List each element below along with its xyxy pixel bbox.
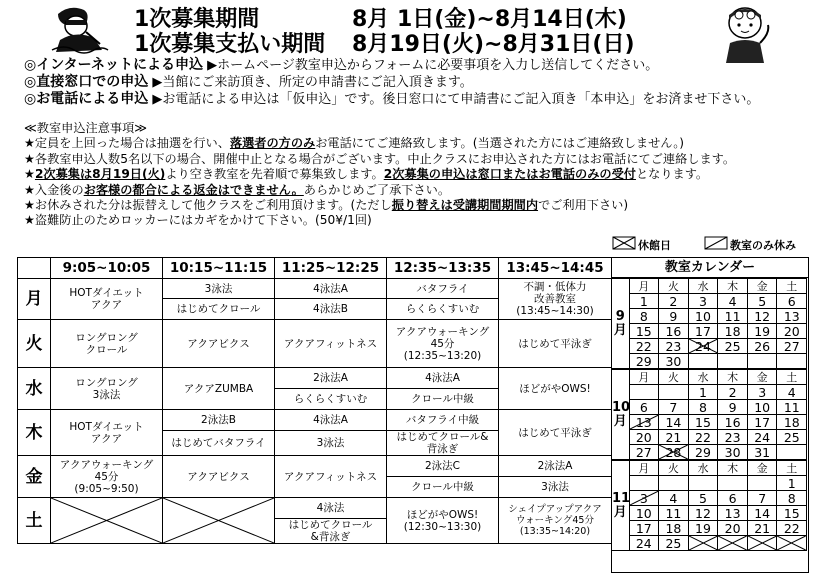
corner-cell	[18, 258, 51, 279]
calendar-day: 3	[688, 294, 718, 309]
calendar-day: 20	[629, 430, 659, 445]
notes-block	[24, 121, 735, 229]
calendar-day: 4	[718, 294, 748, 309]
calendar-day: 15	[688, 415, 718, 430]
payment-label: 1次募集支払い期間	[134, 32, 326, 57]
class-cell: 4泳法	[275, 498, 387, 519]
calendar-day: 25	[777, 430, 807, 445]
calendar-day: 14	[747, 506, 777, 521]
class-cell: アクアZUMBA	[163, 368, 275, 410]
payment-dates: 8月19日(火)~8月31日(日)	[352, 32, 635, 57]
calendar-months	[612, 278, 808, 551]
calendar-day: 2	[718, 385, 748, 400]
class-cell: 4泳法A	[275, 410, 387, 431]
calendar-month	[612, 369, 807, 460]
calendar-month-label: 10 月	[612, 370, 629, 460]
class-off-icon	[704, 236, 728, 250]
calendar-day: 1	[777, 476, 807, 491]
swimmer-illustration-left	[50, 4, 110, 56]
time-slot-3: 11:25~12:25	[275, 258, 387, 279]
day-thu: 木	[18, 410, 51, 456]
class-cell: アクアフィットネス	[275, 456, 387, 498]
calendar-day: 15	[629, 324, 659, 339]
class-cell: 4泳法A	[275, 279, 387, 299]
class-cell: はじめて平泳ぎ	[499, 410, 612, 456]
class-cell: 3泳法	[275, 431, 387, 456]
calendar-day: 23	[718, 430, 748, 445]
calendar-day: 24	[629, 536, 659, 551]
calendar-title: 教室カレンダー	[612, 258, 808, 278]
calendar-day: 7	[659, 400, 689, 415]
calendar-day: 13	[629, 415, 659, 430]
calendar-weekday: 木	[718, 370, 748, 385]
calendar-day: 3	[629, 491, 659, 506]
no-class-x-icon	[51, 498, 162, 543]
class-cell: HOTダイエット アクア	[51, 279, 163, 320]
calendar-weekday: 土	[777, 461, 807, 476]
calendar-day	[688, 476, 718, 491]
class-cell: ほどがやOWS!	[499, 368, 612, 410]
calendar-day: 11	[659, 506, 689, 521]
class-cell: アクアビクス	[163, 320, 275, 368]
calendar-day: 1	[629, 294, 659, 309]
calendar-day: 7	[747, 491, 777, 506]
calendar-day: 24	[747, 430, 777, 445]
calendar-day: 10	[629, 506, 659, 521]
closed-day-icon	[718, 536, 747, 550]
calendar-day: 18	[777, 415, 807, 430]
calendar-day	[777, 536, 807, 551]
class-cell: ほどがやOWS! (12:30~13:30)	[387, 498, 499, 544]
class-cell: バタフライ中級	[387, 410, 499, 431]
calendar-weekday: 木	[718, 461, 748, 476]
calendar-month	[612, 460, 807, 551]
first-payment-dates	[352, 33, 635, 57]
class-cell: らくらくすいむ	[387, 299, 499, 320]
calendar-day: 22	[688, 430, 718, 445]
no-class-x-icon	[163, 498, 274, 543]
class-cell: クロール中級	[387, 389, 499, 410]
calendar-day: 17	[747, 415, 777, 430]
first-recruitment-dates	[352, 8, 627, 32]
calendar-weekday: 金	[747, 279, 777, 294]
calendar-weekday: 月	[629, 461, 659, 476]
method-body: ▶お電話による申込は「仮申込」です。後日窓口にて申請書にご記入頂き「本申込」をお済ませ下さい。	[152, 92, 760, 107]
calendar-day	[777, 445, 807, 460]
class-cell: ロングロング 3泳法	[51, 368, 163, 410]
calendar-day: 9	[718, 400, 748, 415]
calendar-day: 10	[688, 309, 718, 324]
calendar-day: 11	[718, 309, 748, 324]
calendar-day: 8	[688, 400, 718, 415]
calendar-day: 1	[688, 385, 718, 400]
class-cell: 3泳法	[499, 477, 612, 498]
period-dates: 8月 1日(金)~8月14日(木)	[352, 7, 627, 32]
calendar-day: 6	[629, 400, 659, 415]
class-cell: はじめてクロール& 背泳ぎ	[387, 431, 499, 456]
calendar-weekday: 木	[718, 279, 748, 294]
calendar-day: 4	[777, 385, 807, 400]
note-line: ★お休みされた分は振替えして他クラスをご利用頂けます。(ただし振り替えは受講期間期間内でご利用下さい)	[24, 198, 629, 213]
calendar-day: 13	[777, 309, 807, 324]
calendar-day: 23	[659, 339, 689, 354]
calendar-day: 20	[718, 521, 748, 536]
time-slot-2: 10:15~11:15	[163, 258, 275, 279]
class-calendar	[611, 257, 809, 573]
calendar-day: 17	[629, 521, 659, 536]
calendar-day	[659, 476, 689, 491]
legend-closed-label: 休館日	[638, 239, 671, 252]
method-head: ◎インターネットによる申込	[24, 57, 203, 73]
calendar-day: 22	[629, 339, 659, 354]
first-payment-period	[134, 33, 325, 57]
class-cell: バタフライ	[387, 279, 499, 299]
note-line: ★各教室申込人数5名以下の場合、開催中止となる場合がございます。中止クラスにお申込された方にはお電話にてご連絡します。	[24, 151, 736, 166]
calendar-day: 3	[747, 385, 777, 400]
calendar-weekday: 火	[659, 370, 689, 385]
calendar-day: 31	[747, 445, 777, 460]
calendar-day: 30	[718, 445, 748, 460]
calendar-day: 15	[777, 506, 807, 521]
calendar-weekday: 金	[747, 370, 777, 385]
method-body: ▶ホームページ教室申込からフォームに必要事項を入力し送信してください。	[207, 58, 659, 73]
calendar-day: 16	[659, 324, 689, 339]
swimmer-girl-illustration	[712, 3, 778, 63]
calendar-day: 26	[747, 339, 777, 354]
calendar-day: 5	[688, 491, 718, 506]
class-cell: はじめてクロール	[163, 299, 275, 320]
day-mon: 月	[18, 279, 51, 320]
class-cell: はじめてクロール &背泳ぎ	[275, 519, 387, 544]
notes-title: ≪教室申込注意事項≫	[24, 121, 148, 135]
day-tue: 火	[18, 320, 51, 368]
class-cell: 3泳法	[163, 279, 275, 299]
closed-day-icon	[777, 536, 806, 550]
calendar-day	[688, 536, 718, 551]
period-label: 1次募集期間	[134, 7, 260, 32]
day-fri: 金	[18, 456, 51, 498]
calendar-day: 27	[629, 445, 659, 460]
calendar-day: 27	[777, 339, 807, 354]
calendar-day: 21	[659, 430, 689, 445]
time-slot-5: 13:45~14:45	[499, 258, 612, 279]
calendar-day: 19	[688, 521, 718, 536]
calendar-day: 12	[688, 506, 718, 521]
calendar-day: 18	[659, 521, 689, 536]
calendar-day: 2	[659, 294, 689, 309]
class-cell: HOTダイエット アクア	[51, 410, 163, 456]
calendar-weekday: 土	[777, 279, 807, 294]
calendar-weekday: 月	[629, 370, 659, 385]
calendar-day: 11	[777, 400, 807, 415]
calendar-day	[718, 536, 748, 551]
note-line: ★入金後のお客様の都合による返金はできません。あらかじめご了承下さい。	[24, 182, 451, 197]
calendar-weekday: 火	[659, 279, 689, 294]
class-cell: 2泳法A	[499, 456, 612, 477]
calendar-weekday: 金	[747, 461, 777, 476]
calendar-day	[659, 385, 689, 400]
calendar-day: 29	[688, 445, 718, 460]
legend-class-off-label: 教室のみ休み	[730, 239, 796, 252]
calendar-day: 19	[747, 324, 777, 339]
legend	[612, 236, 812, 252]
day-sat: 土	[18, 498, 51, 544]
calendar-day	[718, 354, 748, 369]
calendar-day: 30	[659, 354, 689, 369]
class-cell: アクアウォーキング 45分 (9:05~9:50)	[51, 456, 163, 498]
note-line: ★盗難防止のためロッカーにはカギをかけて下さい。(50¥/1回)	[24, 213, 372, 228]
class-cell: アクアフィットネス	[275, 320, 387, 368]
method-body: ▶当館にご来訪頂き、所定の申請書にご記入頂きます。	[152, 75, 473, 90]
calendar-day: 29	[629, 354, 659, 369]
calendar-day: 4	[659, 491, 689, 506]
calendar-day: 14	[659, 415, 689, 430]
calendar-day: 17	[688, 324, 718, 339]
method-head: ◎お電話による申込	[24, 91, 149, 107]
calendar-weekday: 火	[659, 461, 689, 476]
note-line: ★2次募集は8月19日(火)より空き教室を先着順で募集致します。2次募集の申込は窓口またはお電話のみの受付となります。	[24, 167, 709, 182]
calendar-day: 6	[718, 491, 748, 506]
class-cell: はじめて平泳ぎ	[499, 320, 612, 368]
class-cell: 2泳法C	[387, 456, 499, 477]
class-schedule-table	[17, 257, 612, 544]
calendar-day: 25	[659, 536, 689, 551]
first-recruitment-period	[134, 8, 259, 32]
calendar-day: 13	[718, 506, 748, 521]
method-counter	[24, 74, 473, 91]
calendar-day: 8	[777, 491, 807, 506]
calendar-day: 25	[718, 339, 748, 354]
class-cell: アクアビクス	[163, 456, 275, 498]
calendar-day	[777, 354, 807, 369]
calendar-month-label: 11 月	[612, 461, 629, 551]
calendar-day: 22	[777, 521, 807, 536]
class-cell: 4泳法B	[275, 299, 387, 320]
closed-day-icon	[748, 536, 777, 550]
calendar-day: 5	[747, 294, 777, 309]
calendar-day: 28	[659, 445, 689, 460]
calendar-day: 20	[777, 324, 807, 339]
calendar-day: 6	[777, 294, 807, 309]
calendar-day	[629, 385, 659, 400]
calendar-day: 24	[688, 339, 718, 354]
class-cell: 2泳法A	[275, 368, 387, 389]
calendar-day	[747, 476, 777, 491]
calendar-day: 18	[718, 324, 748, 339]
note-line: ★定員を上回った場合は抽選を行い、落選者の方のみお電話にてご連絡致します。(当選された方にはご連絡致しません。)	[24, 136, 685, 151]
calendar-day: 10	[747, 400, 777, 415]
time-slot-1: 9:05~10:05	[51, 258, 163, 279]
closed-day-icon	[612, 236, 636, 250]
day-wed: 水	[18, 368, 51, 410]
no-class-cell	[51, 498, 163, 544]
class-cell: 不調・低体力 改善教室 (13:45~14:30)	[499, 279, 612, 320]
calendar-day: 21	[747, 521, 777, 536]
calendar-day	[718, 476, 748, 491]
calendar-month-label: 9 月	[612, 279, 629, 369]
time-slot-4: 12:35~13:35	[387, 258, 499, 279]
calendar-weekday: 水	[688, 461, 718, 476]
calendar-weekday: 土	[777, 370, 807, 385]
calendar-day: 12	[747, 309, 777, 324]
calendar-weekday: 水	[688, 370, 718, 385]
no-class-cell	[163, 498, 275, 544]
calendar-day	[747, 354, 777, 369]
calendar-weekday: 月	[629, 279, 659, 294]
calendar-day	[747, 536, 777, 551]
method-phone	[24, 91, 759, 108]
calendar-day: 8	[629, 309, 659, 324]
closed-day-icon	[689, 536, 718, 550]
method-internet	[24, 57, 658, 74]
class-cell: 4泳法A	[387, 368, 499, 389]
class-cell: シェイプアップアクア ウォーキング45分 (13:35~14:20)	[499, 498, 612, 544]
calendar-day	[688, 354, 718, 369]
class-cell: ロングロング クロール	[51, 320, 163, 368]
calendar-day	[629, 476, 659, 491]
class-cell: クロール中級	[387, 477, 499, 498]
calendar-month	[612, 278, 807, 369]
calendar-weekday: 水	[688, 279, 718, 294]
class-cell: らくらくすいむ	[275, 389, 387, 410]
class-cell: アクアウォーキング 45分 (12:35~13:20)	[387, 320, 499, 368]
method-head: ◎直接窓口での申込	[24, 74, 149, 90]
calendar-day: 16	[718, 415, 748, 430]
class-cell: はじめてバタフライ	[163, 431, 275, 456]
calendar-day: 9	[659, 309, 689, 324]
class-cell: 2泳法B	[163, 410, 275, 431]
